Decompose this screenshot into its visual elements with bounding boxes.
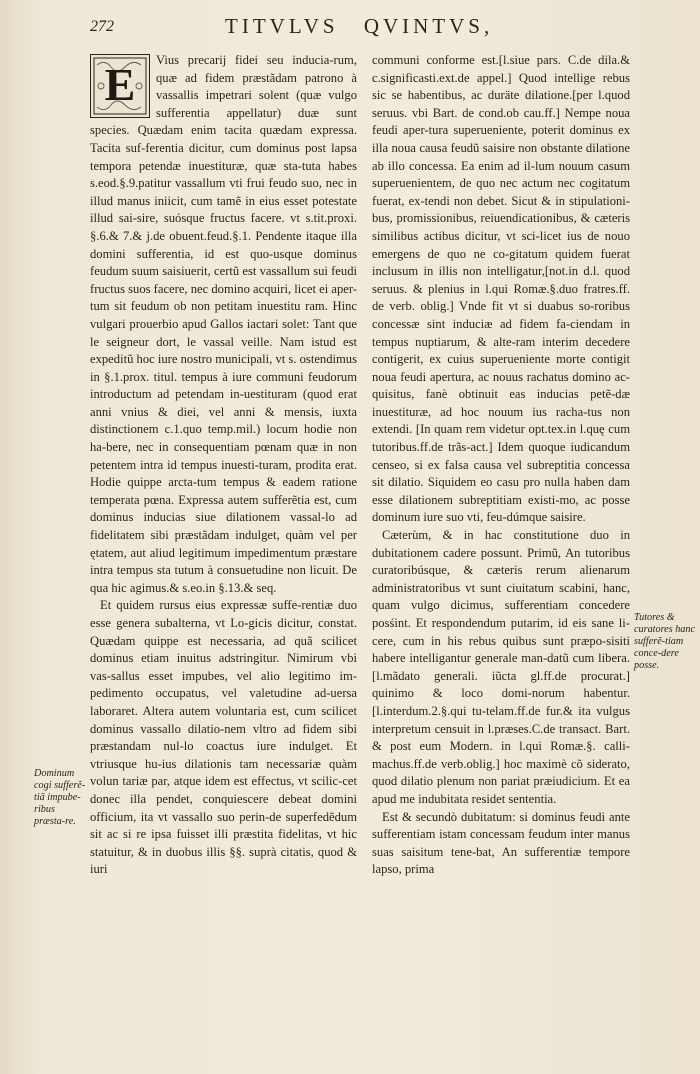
paragraph: Et quidem rursus eius expressæ suffe-rentiæ duo esse genera subalterna, vt Lo-gicis dicitur, constat. Quædam quippe est necessaria, ad quã scilicet dominus etiam inuitus adstringitur. Nimirum vbi vas-sallus esset impubes, vel alio legitimo im-pedimento occupatus, vel valetudine ad-uersa laboraret. Altera autem voluntaria est, cum scilicet dominus vassallo dilatio-nem vltro ad fidem sibi præstandam nul-lo coactus iure indulget. Et vtriusque hu-ius dilationis tam necessariæ quàm volun tariæ par, atque idem est effectus, vt scilic-cet donec illa pendet, conquiescere debeat domini officium, ita vt vassallo suo perin-de superfedẽdum sit ac si re ipsa fuisset illi præstita fidelitas, vt hic statuitur, & in duobus illis §§. suprà citatis, quod & iuri xyxy=(90,598,357,877)
left-column xyxy=(90,52,357,879)
paragraph-text: Vius precarij fidei seu inducia-rum, quæ ad fidem præstãdam patrono à vassallis impetrari solent (quæ vulgo sufferentia appellatur) duæ sunt species. Quædam enim tacita quædam expressa. Tacita suf-ferentia dicitur, cum dominus post lapsa tempora petendæ inuestituræ, quæ sta-tuta habes s.eod.§.9.patitur vassallum vti frui feudo suo, nec in illud manus iniicit, cum tamẽ in eius esset potestate illud sai-sire, suósque fructus facere. vt s.tit.proxi. §.6.& 7.& j.de obuent.feud.§.1. Pendente itaque illa domini sufferentia, id est quo-usque dominus feudum suum saisiuerit, certũ est vassallum sui feudi fructus suos facere, nec domino acquiri, licet ei aper-tum sit feudum ob non petitam inuestitu ram. Hinc vulgari prouerbio apud Gallos iactari solet: Tant que le seigneur dort, le vassal veille. Nam istud est expeditũ hoc iure nostro municipali, vt s. ostendimus in §.1.prox. titul. tempus à iure communi feudorum introductum ad petendam in-uestituram (quod erat anni vnius & diei, vel anni & mensis, iuxta distinctionem c.1.quo temp.mil.) locum hodie non ha-bere, nec in consequentiam pœnam quæ in non petentem intra id tempus inuesti-turam, prodita erat. Hodie quippe arcta-tum tempus & eadem ratione temperata pœna. Expressa autem sufferẽtia est, cum dominus inducias siue dilationem vassal-lo ad fidelitatem sibi præstãdam indulget, quàm vel per ętatem, aut aliud legitimum impedimentum præstare intra tempus sta tutum à consuetudine non licuit. De qua hic agimus.& s.eo.in §.13.& seq. xyxy=(90,53,357,595)
paragraph: Est & secundò dubitatum: si dominus feudi ante sufferentiam istam concessam feudum inter manus suas saisitum tene-bat, An sufferentiæ tempore lapso, prima xyxy=(372,809,630,877)
margin-note-left: Dominum cogi sufferẽ-tiã impube-ribus præsta-re. xyxy=(34,768,86,827)
right-column xyxy=(372,52,630,879)
running-head xyxy=(225,14,509,39)
running-head-subtitle: QVINTVS, xyxy=(363,14,494,38)
paragraph: Cæterùm, & in hac constitutione duo in dubitationem cadere possunt. Primũ, An tutoribus curatoribúsque, & cæteris rerum alienarum administratoribus vt sunt ciuitatum scabini, hanc, quam vulgo dicimus, sufferentiam concedere posśint. Et respondendum putarim, id eis sane li-cere, cum in his rebus quibus sunt præpo-sisiti habere intelligantur generale man-datũ cum libera.[l.mãdato generali. iũcta gl.ff.de procurat.] quinimo & loco domi-norum habentur.[l.interdum.2.§.qui tu-telam.ff.de fur.& ita vulgus interpretum censuit in l.præses.C.de transact. Bart. & post eum Modern. in l.qui Romæ.§. calli-machus.ff.de verb.oblig.] hoc maximè cõ siderato, quod dilatio plenum non pariat præiudicium. Et ea apud me indubitata residet sententia. xyxy=(372,528,630,806)
margin-note-right: Tutores & curatores hanc sufferẽ-tiam conce-dere posse. xyxy=(634,612,696,671)
running-head-title: TITVLVS xyxy=(225,14,339,38)
folio-number: 272 xyxy=(90,18,114,35)
initial-letter: E xyxy=(104,59,136,110)
paragraph: communi conforme est.[l.siue pars. C.de dila.& c.significasti.ext.de appel.] Quod intellige rebus sic se habentibus, ac duräte dilatione.[per l.quod seruus. vbi Bart. de cond.ob cau.ff.] Nempe noua feudi aper-tura superueniente, poterit dominus ex illa noua causa feudũ saisire non obstante dilatione ab illo concessa. Ea enim ad il-lum nouum casum superuenientem, de quo nec actum nec cogitatum fuerat, ex-tendi non debet. Sicut & in stipulationi-bus, promissionibus, reiuendicationibus, & cæteris similibus actibus dicitur, vt sci-licet ius de nouo emergens de quo ne co-gitatum quidem fuerat inclusum in illis non intelligatur,[not.in d.l. quod seruus. & plenius in l.qui Romæ.§.duo fratres.ff. de verb. oblig.] Vnde fit vt si duabus so-roribus concessæ sint induciæ ad fidem fa-ciendam in tempus nuptiarum, & alte-ram interim decedere contigerit, ex cuius superueniente morte contigit noua feudi apertura, ac nouus rachatus domino ac-quisitus, fanè obtinuit eas inducias petẽ-dæ inuestituræ, ad hoc nouum ius racha-tus non extendi. [In quam rem videtur opt.tex.in l.quę cum tutoribus.ff.de trãs-act.] Idem quoque iudicandum censeo, si ex falsa causa vel subreptitia concessa sit dilatio. Siquidem eo casu pro nulla haben dam esse dilationem subreptitiam existi-mo, ac posse dominum iure suo vti, feu-dúmque saisire. xyxy=(372,53,630,525)
paragraph xyxy=(90,52,357,597)
decorated-initial xyxy=(90,54,150,118)
page-header xyxy=(0,14,700,44)
